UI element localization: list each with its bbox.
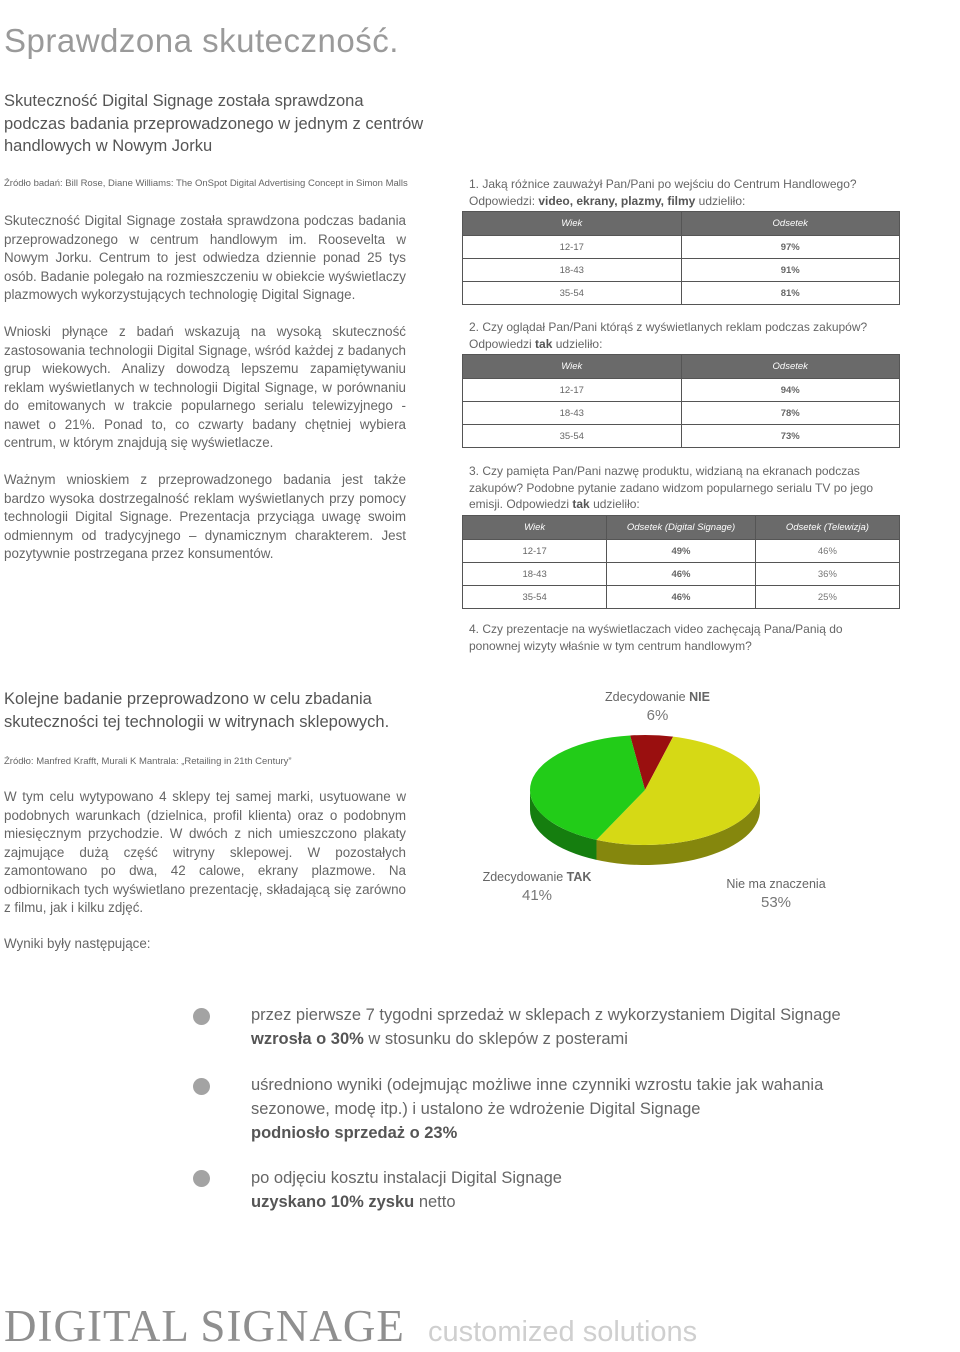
table-header-row xyxy=(463,212,900,236)
table-row: 18-43 91% xyxy=(463,259,900,282)
paragraph-3: Ważnym wnioskiem z przeprowadzonego badania jest także bardzo wysoka dostrzegalność reklam wyświetlanych przy pomocy technologii Digital Signage. Prezentacja przyciąga uwagę swoim odmiennym od tradycyjnego – dynamicznym charakterem. Jest pozytywnie postrzegana przez konsumentów. xyxy=(4,472,406,561)
bullet-dot xyxy=(193,1170,210,1187)
result-2: uśredniono wyniki (odejmując możliwe inne czynniki wzrostu takie jak wahania sezonowe, modę itp.) i ustalono że wdrożenie Digital Signage podniosło sprzedaż o 23% xyxy=(251,1076,824,1142)
table-row: 12-17 94% xyxy=(463,379,900,402)
pie-label-yes: Zdecydowanie TAK 41% xyxy=(472,870,602,904)
question-3-answer: Odpowiedzi tak udzieliło: xyxy=(503,497,640,511)
header-percent: Odsetek xyxy=(681,355,900,379)
header-percent-ds: Odsetek (Digital Signage) xyxy=(607,516,756,540)
section2-source: Źródło: Manfred Krafft, Murali K Mantrala: „Retailing in 21th Century” xyxy=(4,756,292,767)
paragraph-2: Wnioski płynące z badań wskazują na wysoką skuteczność zastosowania technologii Digital Signage, wśród każdej z badanych grup wiekowych. Analizy dowodzą lepszemu zapamiętywaniu reklam wyświetlanych w technologii Digital Signage, w porównaniu do emitowanych w trakcie popularnego serialu telewizyjnego - nawet o 21%. Ponad to, co czwarty badany chętniej wybiera centrum, w którym znajdują się wyświetlacze. xyxy=(4,324,406,450)
question-2-answer: Odpowiedzi tak udzieliło: xyxy=(469,336,603,351)
header-age: Wiek xyxy=(463,212,682,236)
source-note: Źródło badań: Bill Rose, Diane Williams: The OnSpot Digital Advertising Concept in Simon Malls xyxy=(4,178,408,189)
question-4: 4. Czy prezentacje na wyświetlaczach video zachęcają Pana/Panią do ponownej wizyty właśnie w tym centrum handlowym? xyxy=(469,622,843,653)
page-title: Sprawdzona skuteczność. xyxy=(4,22,399,59)
pie-label-no: Zdecydowanie NIE 6% xyxy=(590,690,725,724)
table-row: 18-43 78% xyxy=(463,402,900,425)
table-question-1 xyxy=(462,211,900,305)
table-row: 35-54 73% xyxy=(463,425,900,448)
table-question-3 xyxy=(462,515,900,609)
header-percent-tv: Odsetek (Telewizja) xyxy=(755,516,899,540)
question-2-text: 2. Czy oglądał Pan/Pani którąś z wyświetlanych reklam podczas zakupów? xyxy=(469,320,868,334)
question-2 xyxy=(469,319,909,352)
question-3 xyxy=(469,463,909,513)
section2-lead: Kolejne badanie przeprowadzono w celu zbadania skuteczności tej technologii w witrynach sklepowych. xyxy=(4,690,390,731)
bullet-dot xyxy=(193,1078,210,1095)
table-header-row xyxy=(463,516,900,540)
brand-tagline: customized solutions xyxy=(428,1316,698,1348)
result-3: po odjęciu kosztu instalacji Digital Signage uzyskano 10% zysku netto xyxy=(251,1169,562,1211)
table-row: 35-54 81% xyxy=(463,282,900,305)
pie-value-neutral: 53% xyxy=(760,894,792,911)
question-1-answer: Odpowiedzi: video, ekrany, plazmy, filmy udzieliło: xyxy=(469,193,746,208)
results-label: Wyniki były następujące: xyxy=(4,936,151,951)
body-paragraphs xyxy=(4,212,406,582)
pie-value-no: 6% xyxy=(646,707,669,724)
table-row: 35-54 46% 25% xyxy=(463,586,900,609)
pie-chart xyxy=(520,725,770,875)
header-age: Wiek xyxy=(463,516,607,540)
brand-logo-text: DIGITAL SIGNAGE xyxy=(4,1301,405,1351)
table-row: 12-17 97% xyxy=(463,236,900,259)
table-row: 18-43 46% 36% xyxy=(463,563,900,586)
pie-value-yes: 41% xyxy=(521,887,553,904)
table-header-row xyxy=(463,355,900,379)
paragraph-1: Skuteczność Digital Signage została sprawdzona podczas badania przeprowadzonego w centrum handlowym im. Roosevelta w Nowym Jorku. Centrum to jest odwiedza dziennie ponad 25 tys osób. Badanie polegało na rozmieszczeniu w obiekcie wyświetlaczy plazmowych wykorzystujących technologię Digital Signage. xyxy=(4,213,406,302)
header-percent: Odsetek xyxy=(681,212,900,236)
result-1: przez pierwsze 7 tygodni sprzedaż w sklepach z wykorzystaniem Digital Signage wzrosła o 30% w stosunku do sklepów z posterami xyxy=(251,1006,841,1048)
table-question-2 xyxy=(462,354,900,448)
pie-label-neutral: Nie ma znaczenia 53% xyxy=(716,877,836,911)
bullet-dot xyxy=(193,1008,210,1025)
question-1 xyxy=(469,176,909,209)
question-1-text: 1. Jaką różnice zauważył Pan/Pani po wejściu do Centrum Handlowego? xyxy=(469,177,857,191)
lead-text: Skuteczność Digital Signage została sprawdzona podczas badania przeprowadzonego w jednym z centrów handlowych w Nowym Jorku xyxy=(4,92,424,155)
pie-top xyxy=(530,735,760,845)
table-row: 12-17 49% 46% xyxy=(463,540,900,563)
header-age: Wiek xyxy=(463,355,682,379)
section2-paragraph: W tym celu wytypowano 4 sklepy tej samej marki, usytuowane w podobnych warunkach (dzielnica, profil klienta) oraz o podobnym miesięcznym przychodzie. W dwóch z nich umieszczono plakaty zajmujące dużą część witryny sklepowej. W pozostałych zamontowano po dwa, 42 calowe, ekrany plazmowe. Na odbiornikach tych wyświetlano prezentację, składającą się zarówno z filmu, jak i kilku zdjęć. xyxy=(4,789,406,915)
question-3-text: 3. Czy pamięta Pan/Pani nazwę produktu, widzianą na ekranach podczas zakupów? Podobne pytanie zadano widzom popularnego serialu TV po jego emisji. xyxy=(469,464,874,511)
